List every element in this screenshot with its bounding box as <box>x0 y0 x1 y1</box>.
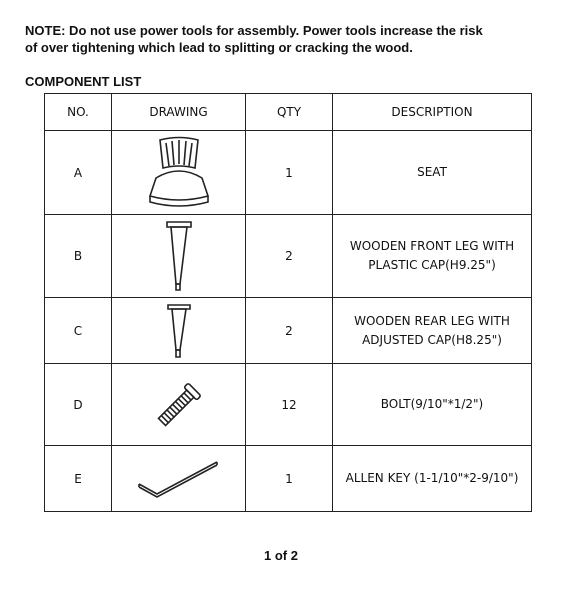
component-table <box>44 93 532 512</box>
bolt-icon <box>112 364 246 446</box>
row-no: D <box>45 364 112 446</box>
table-row <box>45 298 532 364</box>
seat-icon <box>112 131 246 215</box>
page-number: 1 of 2 <box>264 548 298 563</box>
row-description: ALLEN KEY (1-1/10"*2-9/10") <box>333 446 532 512</box>
row-qty: 1 <box>246 446 333 512</box>
row-description: BOLT(9/10"*1/2") <box>333 364 532 446</box>
row-no: C <box>45 298 112 364</box>
row-qty: 2 <box>246 298 333 364</box>
row-no: B <box>45 215 112 298</box>
rear-leg-icon <box>112 298 246 364</box>
allen-key-icon <box>112 446 246 512</box>
row-description: WOODEN FRONT LEG WITH PLASTIC CAP(H9.25") <box>333 215 532 298</box>
row-description: WOODEN REAR LEG WITH ADJUSTED CAP(H8.25") <box>333 298 532 364</box>
column-header-no: NO. <box>45 94 112 131</box>
front-leg-icon <box>112 215 246 298</box>
row-qty: 12 <box>246 364 333 446</box>
row-qty: 1 <box>246 131 333 215</box>
row-qty: 2 <box>246 215 333 298</box>
table-header-row <box>45 94 532 131</box>
component-list-heading: COMPONENT LIST <box>25 74 142 89</box>
column-header-drawing: DRAWING <box>112 94 246 131</box>
table-row <box>45 364 532 446</box>
column-header-qty: QTY <box>246 94 333 131</box>
row-no: A <box>45 131 112 215</box>
row-no: E <box>45 446 112 512</box>
table-row <box>45 215 532 298</box>
assembly-note: NOTE: Do not use power tools for assembly. Power tools increase the risk of over tightening which lead to splitting or cracking the wood. <box>25 23 483 55</box>
table-row <box>45 131 532 215</box>
table-row <box>45 446 532 512</box>
row-description: SEAT <box>333 131 532 215</box>
column-header-description: DESCRIPTION <box>333 94 532 131</box>
